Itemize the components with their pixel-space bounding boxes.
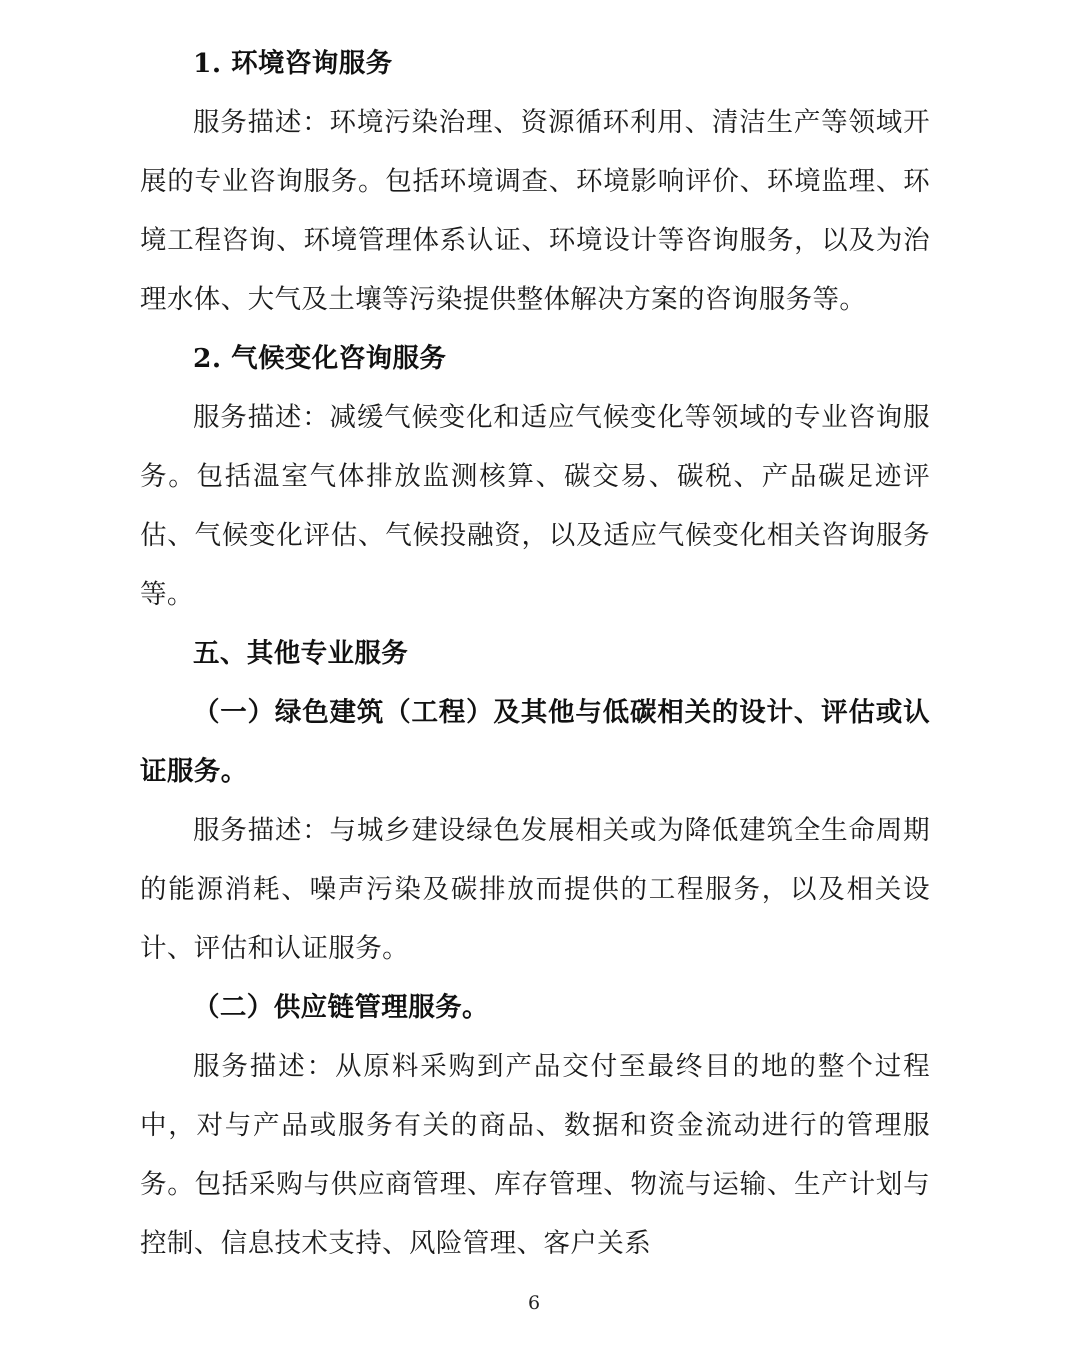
paragraph-green-building-description: 服务描述：与城乡建设绿色发展相关或为降低建筑全生命周期的能源消耗、噪声污染及碳排放而提供的工程服务，以及相关设计、评估和认证服务。 [140,815,930,964]
section-heading-environment-consulting: 1. 环境咨询服务 [193,48,393,79]
subsection-heading-green-building: （一）绿色建筑（工程）及其他与低碳相关的设计、评估或认证服务。 [140,697,930,787]
section-heading-climate-consulting: 2. 气候变化咨询服务 [193,343,447,374]
paragraph-supply-chain-description: 服务描述：从原料采购到产品交付至最终目的地的整个过程中，对与产品或服务有关的商品、数据和资金流动进行的管理服务。包括采购与供应商管理、库存管理、物流与运输、生产计划与控制、信息技术支持、风险管理、客户关系 [140,1051,930,1259]
paragraph-environment-consulting-description: 服务描述：环境污染治理、资源循环利用、清洁生产等领域开展的专业咨询服务。包括环境调查、环境影响评价、环境监理、环境工程咨询、环境管理体系认证、环境设计等咨询服务，以及为治理水体、大气及土壤等污染提供整体解决方案的咨询服务等。 [140,107,930,315]
subsection-heading-supply-chain: （二）供应链管理服务。 [193,992,489,1023]
section-heading-other-professional-services: 五、其他专业服务 [193,638,409,669]
paragraph-climate-consulting-description: 服务描述：减缓气候变化和适应气候变化等领域的专业咨询服务。包括温室气体排放监测核算、碳交易、碳税、产品碳足迹评估、气候变化评估、气候投融资，以及适应气候变化相关咨询服务等。 [140,402,930,610]
page-content [140,34,930,1273]
page-number: 6 [527,1292,541,1314]
